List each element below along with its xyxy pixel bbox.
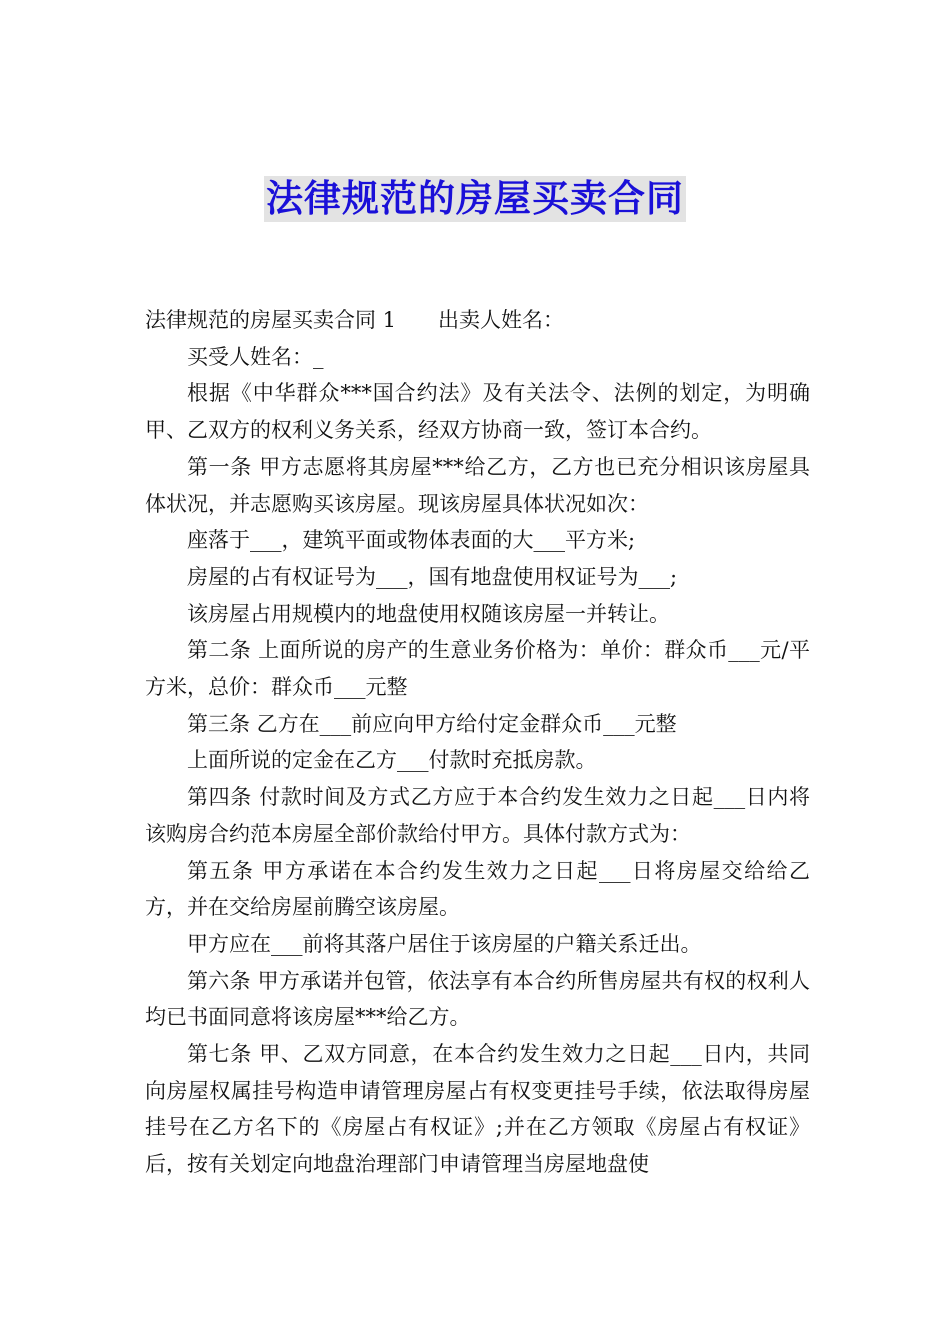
title-container	[0, 176, 950, 222]
document-title: 法律规范的房屋买卖合同	[266, 177, 684, 220]
paragraph-article-6: 第六条 甲方承诺并包管，依法享有本合约所售房屋共有权的权利人均已书面同意将该房屋***给乙方。	[145, 968, 810, 1030]
paragraph-article-5: 第五条 甲方承诺在本合约发生效力之日起___日将房屋交给给乙方，并在交给房屋前腾空该房屋。	[145, 858, 810, 920]
paragraph-preamble: 根据《中华群众***国合约法》及有关法令、法例的划定，为明确甲、乙双方的权利义务关系，经双方协商一致，签订本合约。	[145, 381, 810, 443]
paragraph-deposit: 上面所说的定金在乙方___付款时充抵房款。	[187, 748, 597, 773]
paragraph-household: 甲方应在___前将其落户居住于该房屋的户籍关系迁出。	[187, 931, 702, 956]
paragraph-heading-line: 法律规范的房屋买卖合同 1 出卖人姓名：	[145, 308, 565, 332]
paragraph-land-use: 该房屋占用规模内的地盘使用权随该房屋一并转让。	[187, 601, 670, 626]
paragraph-article-1: 第一条 甲方志愿将其房屋***给乙方，乙方也已充分相识该房屋具体状况，并志愿购买该房屋。现该房屋具体状况如次：	[145, 454, 810, 516]
paragraph-location: 座落于___，建筑平面或物体表面的大___平方米;	[187, 528, 636, 553]
paragraph-article-2: 第二条 上面所说的房产的生意业务价格为：单价：群众币___元/平方米，总价：群众币___元整	[145, 638, 810, 700]
paragraph-article-4: 第四条 付款时间及方式乙方应于本合约发生效力之日起___日内将该购房合约范本房屋全部价款给付甲方。具体付款方式为：	[145, 785, 810, 846]
paragraph-article-3: 第三条 乙方在___前应向甲方给付定金群众币___元整	[187, 711, 677, 736]
paragraph-buyer-name: 买受人姓名：_	[187, 344, 324, 369]
document-body	[145, 302, 810, 1183]
paragraph-certificate: 房屋的占有权证号为___，国有地盘使用权证号为___;	[187, 564, 678, 589]
paragraph-article-7: 第七条 甲、乙双方同意，在本合约发生效力之日起___日内，共同向房屋权属挂号构造申请管理房屋占有权变更挂号手续，依法取得房屋挂号在乙方名下的《房屋占有权证》;并在乙方领取《房屋占有权证》后，按有关划定向地盘治理部门申请管理当房屋地盘使	[145, 1042, 810, 1177]
